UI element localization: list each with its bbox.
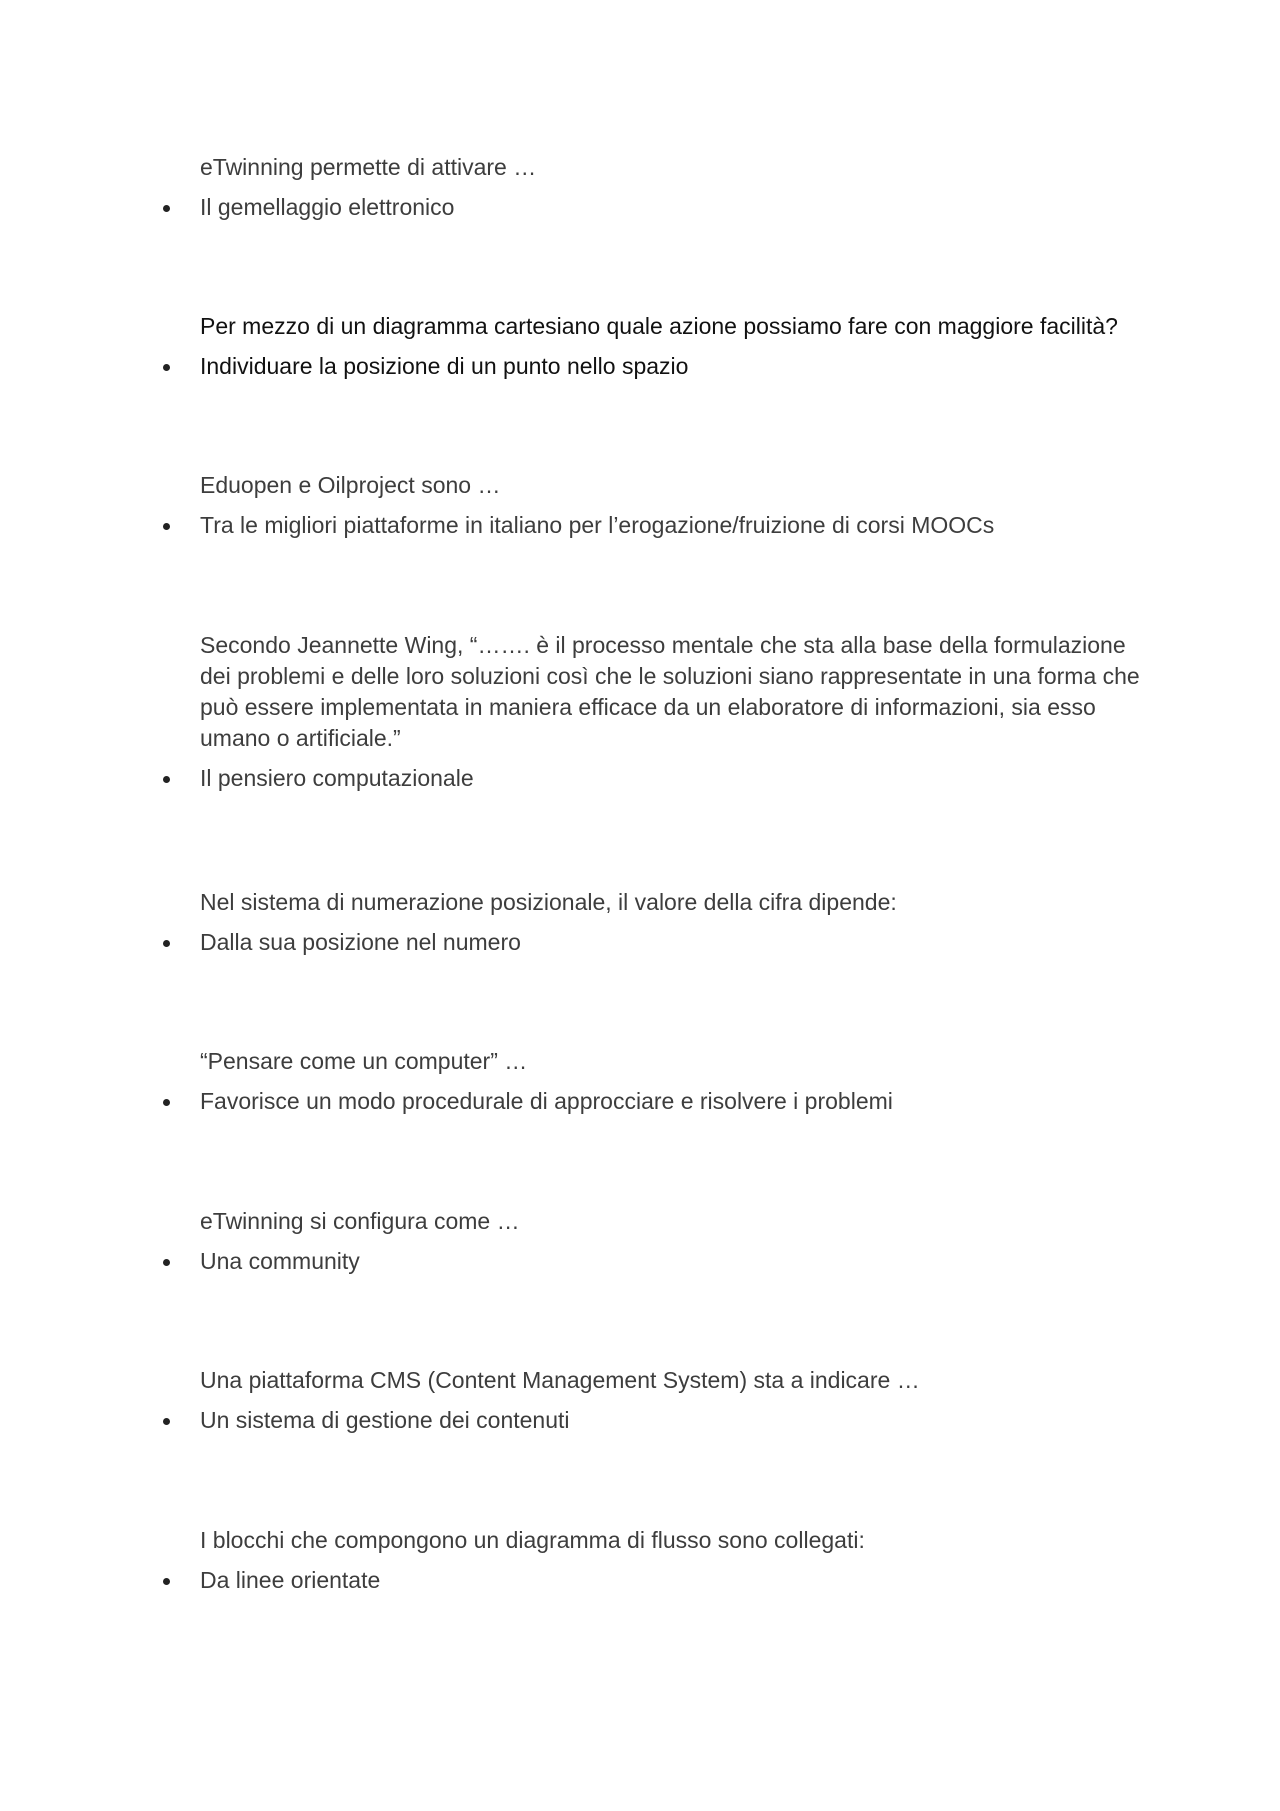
answer-text: Favorisce un modo procedurale di approcciare e risolvere i problemi: [200, 1088, 893, 1114]
qa-item: [160, 630, 1150, 794]
answer-item: [200, 1086, 1150, 1117]
answer-text: Un sistema di gestione dei contenuti: [200, 1407, 570, 1433]
qa-item: [160, 1365, 1150, 1436]
qa-item: [160, 152, 1150, 223]
qa-item: [160, 1206, 1150, 1277]
bullet-icon: [163, 364, 170, 371]
bullet-icon: [163, 523, 170, 530]
answer-text: Dalla sua posizione nel numero: [200, 929, 521, 955]
qa-item: [160, 1046, 1150, 1117]
answer-item: [200, 1565, 1150, 1596]
bullet-icon: [163, 776, 170, 783]
answer-text: Individuare la posizione di un punto nello spazio: [200, 353, 689, 379]
answer-text: Da linee orientate: [200, 1567, 381, 1593]
answer-item: [200, 510, 1150, 541]
qa-item: [160, 1525, 1150, 1596]
bullet-icon: [163, 940, 170, 947]
question-text: Nel sistema di numerazione posizionale, il valore della cifra dipende:: [200, 889, 897, 915]
answer-item: [200, 1405, 1150, 1436]
qa-item: [160, 887, 1150, 958]
question-text: eTwinning si configura come …: [200, 1208, 520, 1234]
answer-item: [200, 927, 1150, 958]
answer-item: [200, 763, 1150, 794]
answer-text: Il gemellaggio elettronico: [200, 194, 455, 220]
question-text: Per mezzo di un diagramma cartesiano quale azione possiamo fare con maggiore facilità?: [200, 313, 1118, 339]
bullet-icon: [163, 1578, 170, 1585]
question-text: eTwinning permette di attivare …: [200, 154, 537, 180]
answer-text: Il pensiero computazionale: [200, 765, 474, 791]
question-text: Secondo Jeannette Wing, “……. è il processo mentale che sta alla base della formulazione dei problemi e delle loro soluzioni così che le soluzioni siano rappresentate in una forma che può essere implementata in maniera efficace da un elaboratore di informazioni, sia esso umano o artificiale.”: [200, 632, 1140, 751]
bullet-icon: [163, 205, 170, 212]
question-text: “Pensare come un computer” …: [200, 1048, 528, 1074]
answer-item: [200, 1246, 1150, 1277]
answer-text: Tra le migliori piattaforme in italiano per l’erogazione/fruizione di corsi MOOCs: [200, 512, 995, 538]
question-text: I blocchi che compongono un diagramma di flusso sono collegati:: [200, 1527, 865, 1553]
answer-item: [200, 351, 1150, 382]
question-text: Una piattaforma CMS (Content Management System) sta a indicare …: [200, 1367, 920, 1393]
qa-item: [160, 311, 1150, 382]
answer-text: Una community: [200, 1248, 360, 1274]
question-text: Eduopen e Oilproject sono …: [200, 472, 501, 498]
qa-item: [160, 470, 1150, 541]
bullet-icon: [163, 1099, 170, 1106]
answer-item: [200, 192, 1150, 223]
bullet-icon: [163, 1418, 170, 1425]
bullet-icon: [163, 1259, 170, 1266]
